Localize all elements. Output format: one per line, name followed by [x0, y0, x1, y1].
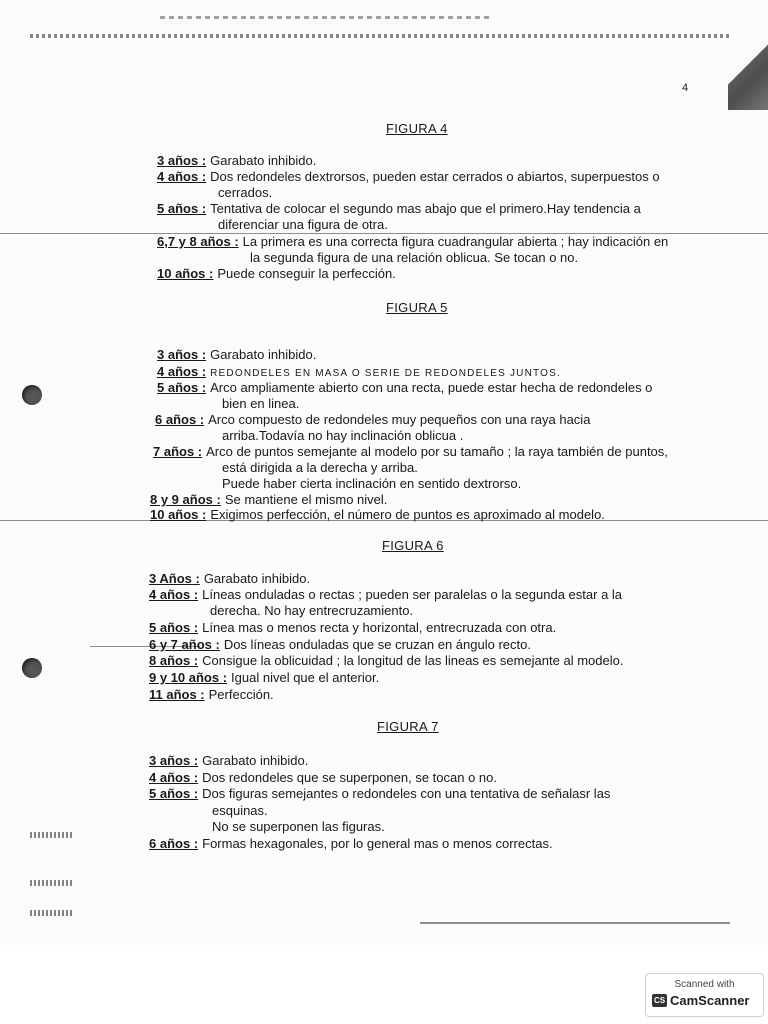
scan-artifact — [30, 34, 730, 38]
scanner-name: CamScanner — [670, 993, 750, 1008]
camscanner-watermark — [645, 973, 764, 1017]
list-item: 4 años : Dos redondeles dextrorsos, pueden estar cerrados o abiartos, superpuestos o — [157, 169, 660, 184]
list-item: 4 años : Líneas onduladas o rectas ; pueden ser paralelas o la segunda estar a la — [149, 587, 623, 602]
list-item: 11 años : Perfección. — [149, 687, 274, 702]
list-item: 6 años : Formas hexagonales, por lo general mas o menos correctas. — [149, 836, 553, 851]
punch-hole — [22, 385, 42, 405]
list-item: 3 años : Garabato inhibido. — [157, 347, 317, 362]
list-item-continuation: No se superponen las figuras. — [212, 819, 385, 834]
list-item: 8 años : Consigue la oblicuidad ; la longitud de las lineas es semejante al modelo. — [149, 653, 624, 668]
list-item-continuation: Puede haber cierta inclinación en sentido dextrorso. — [222, 476, 522, 491]
list-item: 7 años : Arco de puntos semejante al modelo por su tamaño ; la raya también de puntos, — [153, 444, 668, 459]
scanner-caption: Scanned with — [674, 979, 735, 990]
list-item: 6 años : Arco compuesto de redondeles muy pequeños con una raya hacia — [155, 412, 591, 427]
list-item: 3 Años : Garabato inhibido. — [149, 571, 311, 586]
list-item: 10 años : Puede conseguir la perfección. — [157, 266, 396, 281]
list-item: 8 y 9 años : Se mantiene el mismo nivel. — [150, 492, 388, 507]
section-title: FIGURA 4 — [386, 121, 448, 136]
list-item-continuation: derecha. No hay entrecruzamiento. — [210, 603, 414, 618]
list-item: 6 y 7 años : Dos líneas onduladas que se cruzan en ángulo recto. — [149, 637, 531, 652]
list-item: 3 años : Garabato inhibido. — [149, 753, 309, 768]
list-item: 3 años : Garabato inhibido. — [157, 153, 317, 168]
list-item: 5 años : Dos figuras semejantes o redondeles con una tentativa de señalasr las — [149, 786, 611, 801]
list-item-continuation: arriba.Todavía no hay inclinación oblicua . — [222, 428, 464, 443]
section-title: FIGURA 6 — [382, 538, 444, 553]
list-item-continuation: esquinas. — [212, 803, 268, 818]
list-item: 5 años : Línea mas o menos recta y horizontal, entrecruzada con otra. — [149, 620, 557, 635]
section-title: FIGURA 7 — [377, 719, 439, 734]
scan-artifact — [30, 880, 72, 886]
list-item: 5 años : Arco ampliamente abierto con una recta, puede estar hecha de redondeles o — [157, 380, 653, 395]
list-item-continuation: diferenciar una figura de otra. — [218, 217, 388, 232]
scan-artifact — [728, 40, 768, 110]
scan-artifact — [160, 16, 490, 19]
list-item-continuation: está dirigida a la derecha y arriba. — [222, 460, 418, 475]
list-item-continuation: bien en linea. — [222, 396, 300, 411]
fold-line — [420, 922, 730, 924]
scan-artifact — [30, 832, 72, 838]
camscanner-logo-icon: CS — [653, 996, 666, 1005]
list-item: 5 años : Tentativa de colocar el segundo mas abajo que el primero.Hay tendencia a — [157, 201, 641, 216]
list-item: 9 y 10 años : Igual nivel que el anterior. — [149, 670, 380, 685]
list-item: 4 años : REDONDELES EN MASA O SERIE DE REDONDELES JUNTOS. — [157, 364, 561, 379]
list-item: 6,7 y 8 años : La primera es una correcta figura cuadrangular abierta ; hay indicación en — [157, 234, 669, 249]
scan-artifact — [30, 910, 72, 916]
list-item: 10 años : Exigimos perfección, el número de puntos es aproximado al modelo. — [150, 507, 605, 522]
list-item-continuation: cerrados. — [218, 185, 273, 200]
list-item: 4 años : Dos redondeles que se superponen, se tocan o no. — [149, 770, 497, 785]
punch-hole — [22, 658, 42, 678]
page-number: 4 — [682, 82, 689, 94]
section-title: FIGURA 5 — [386, 300, 448, 315]
list-item-continuation: la segunda figura de una relación oblicua. Se tocan o no. — [250, 250, 579, 265]
